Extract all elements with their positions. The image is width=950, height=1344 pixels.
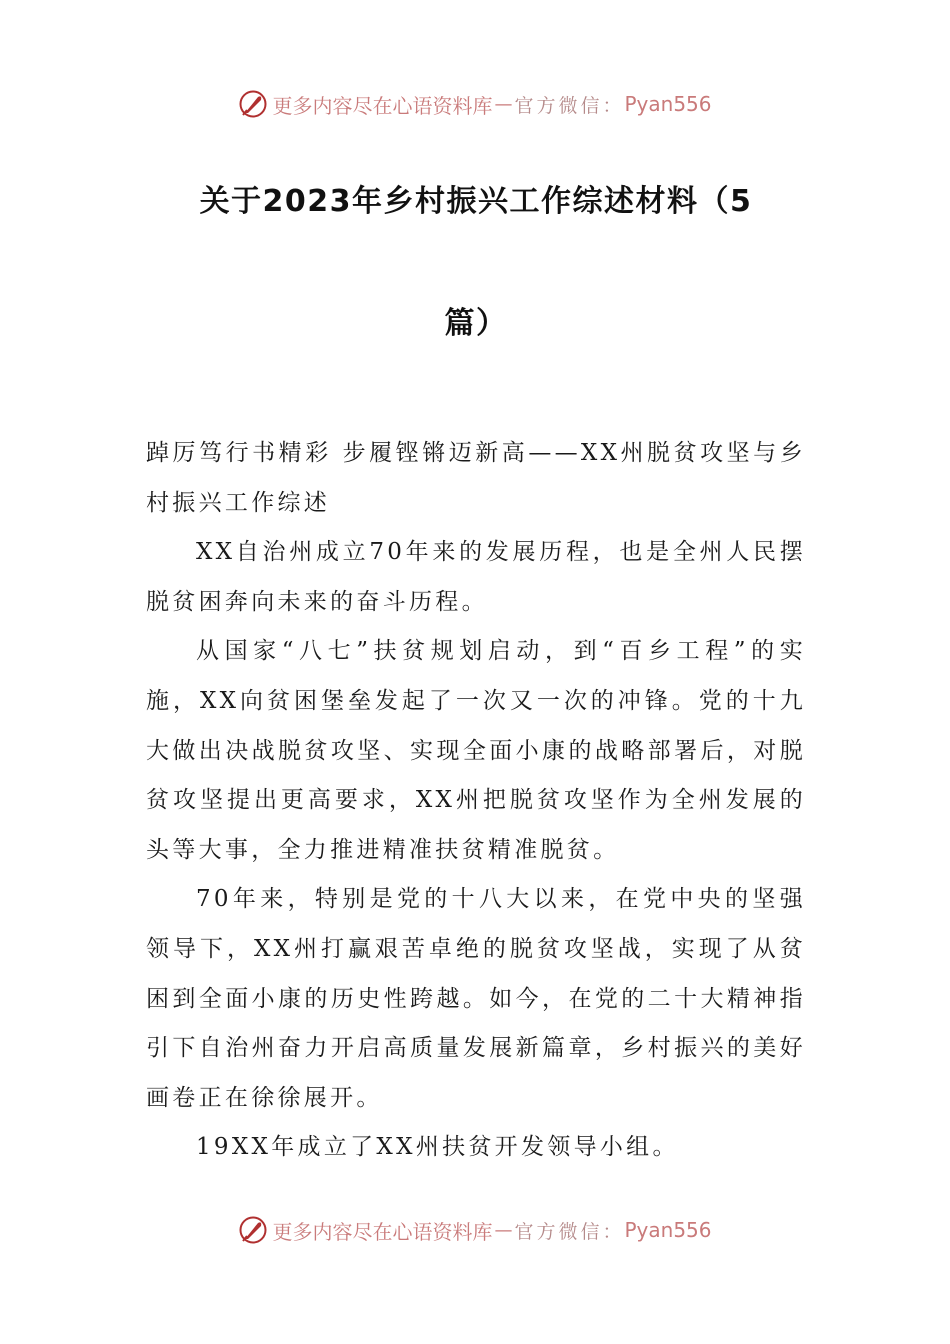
document-title-line-1: 关于2023年乡村振兴工作综述材料（5 xyxy=(199,184,753,219)
watermark-wechat-label: 官方微信： xyxy=(514,1220,625,1243)
watermark-brand: 更多内容尽在心语资料库 xyxy=(272,93,493,118)
body-paragraph: 从国家“八七”扶贫规划启动，到“百乡工程”的实施，XX向贫困堡垒发起了一次又一次的冲锋。党的十九大做出决战脱贫攻坚、实现全面小康的战略部署后，对脱贫攻坚提出更高要求，XX州把脱贫攻坚作为全州发展的头等大事，全力推进精准扶贫精准脱贫。 xyxy=(146,638,806,863)
watermark-footer xyxy=(0,1210,950,1250)
document-title-line-2: 篇） xyxy=(444,306,508,341)
quill-logo-icon xyxy=(238,89,268,119)
watermark-wechat-id: Pyan556 xyxy=(624,92,712,116)
watermark-wechat-id: Pyan556 xyxy=(624,1218,712,1242)
document-body xyxy=(146,429,806,1173)
watermark-wechat-label: 官方微信： xyxy=(514,94,625,117)
watermark-separator: — xyxy=(494,1219,513,1241)
body-paragraph: 19XX年成立了XX州扶贫开发领导小组。 xyxy=(196,1134,679,1161)
body-paragraph: XX自治州成立70年来的发展历程，也是全州人民摆脱贫困奔向未来的奋斗历程。 xyxy=(146,539,806,615)
watermark-separator: — xyxy=(494,93,513,115)
watermark-header xyxy=(0,84,950,124)
subtitle-paragraph: 踔厉笃行书精彩 步履铿锵迈新高——XX州脱贫攻坚与乡村振兴工作综述 xyxy=(146,440,806,516)
body-paragraph: 70年来，特别是党的十八大以来，在党中央的坚强领导下，XX州打赢艰苦卓绝的脱贫攻坚战，实现了从贫困到全面小康的历史性跨越。如今，在党的二十大精神指引下自治州奋力开启高质量发展新篇章，乡村振兴的美好画卷正在徐徐展开。 xyxy=(146,886,806,1111)
watermark-brand: 更多内容尽在心语资料库 xyxy=(272,1219,493,1244)
quill-logo-icon xyxy=(238,1215,268,1245)
